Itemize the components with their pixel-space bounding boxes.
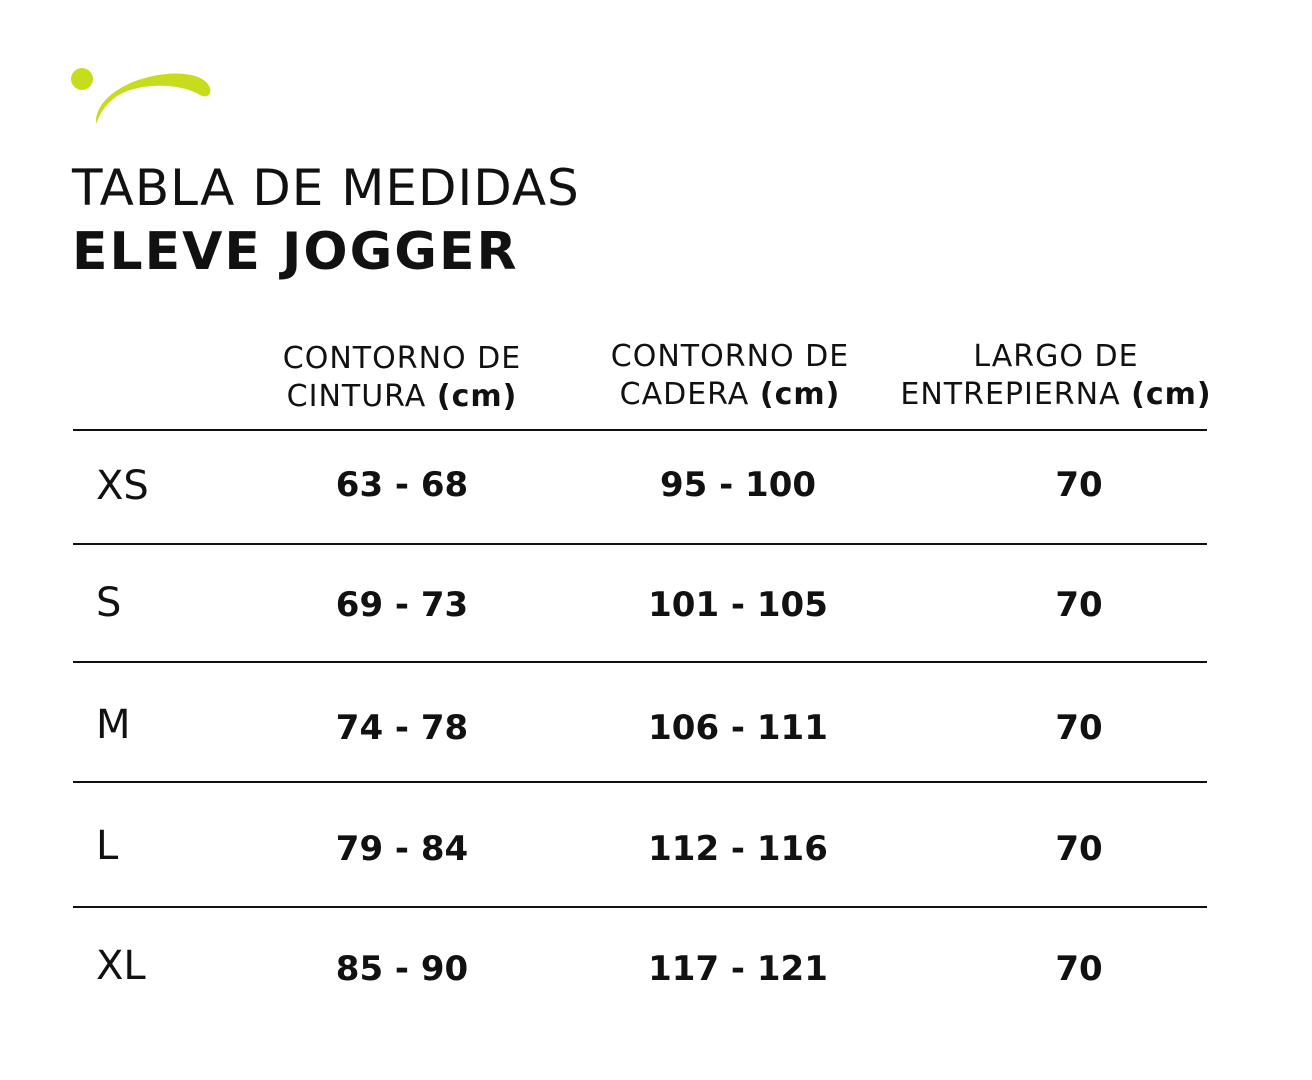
hip-value-xl: 117 - 121 <box>648 949 828 989</box>
column-header-inseam-line1: LARGO DE <box>973 339 1139 374</box>
size-label-m: M <box>96 702 131 748</box>
size-label-s: S <box>96 580 122 626</box>
size-label-xl: XL <box>96 943 146 989</box>
column-header-hip-line2: CADERA <box>619 377 750 412</box>
waist-value-s: 69 - 73 <box>335 585 469 625</box>
waist-value-xl: 85 - 90 <box>335 949 469 989</box>
table-divider <box>73 543 1207 545</box>
table-divider <box>73 661 1207 663</box>
column-header-waist-line1: CONTORNO DE <box>282 341 522 376</box>
column-header-waist-unit: (cm) <box>436 379 518 414</box>
table-divider <box>73 906 1207 908</box>
column-header-inseam-unit: (cm) <box>1131 377 1212 412</box>
column-header-waist <box>242 340 562 416</box>
column-header-waist-line2: CINTURA <box>286 379 427 414</box>
size-label-xs: XS <box>96 463 149 509</box>
hip-value-l: 112 - 116 <box>648 829 828 869</box>
swoosh-logo-icon <box>66 62 216 128</box>
column-header-inseam-line2: ENTREPIERNA <box>900 377 1121 412</box>
table-divider <box>73 429 1207 431</box>
column-header-hip-unit: (cm) <box>759 377 841 412</box>
inseam-value-l: 70 <box>1055 829 1103 869</box>
inseam-value-m: 70 <box>1055 708 1103 748</box>
hip-value-s: 101 - 105 <box>648 585 828 625</box>
inseam-value-s: 70 <box>1055 585 1103 625</box>
hip-value-xs: 95 - 100 <box>659 465 817 505</box>
waist-value-xs: 63 - 68 <box>335 465 469 505</box>
size-label-l: L <box>96 823 119 869</box>
waist-value-l: 79 - 84 <box>335 829 469 869</box>
column-header-hip-line1: CONTORNO DE <box>610 339 850 374</box>
inseam-value-xl: 70 <box>1055 949 1103 989</box>
table-divider <box>73 781 1207 783</box>
product-name: ELEVE JOGGER <box>72 222 519 282</box>
column-header-inseam <box>896 338 1216 414</box>
column-header-hip <box>570 338 890 414</box>
inseam-value-xs: 70 <box>1055 465 1103 505</box>
waist-value-m: 74 - 78 <box>335 708 469 748</box>
page-title: TABLA DE MEDIDAS <box>72 159 580 217</box>
hip-value-m: 106 - 111 <box>648 708 828 748</box>
